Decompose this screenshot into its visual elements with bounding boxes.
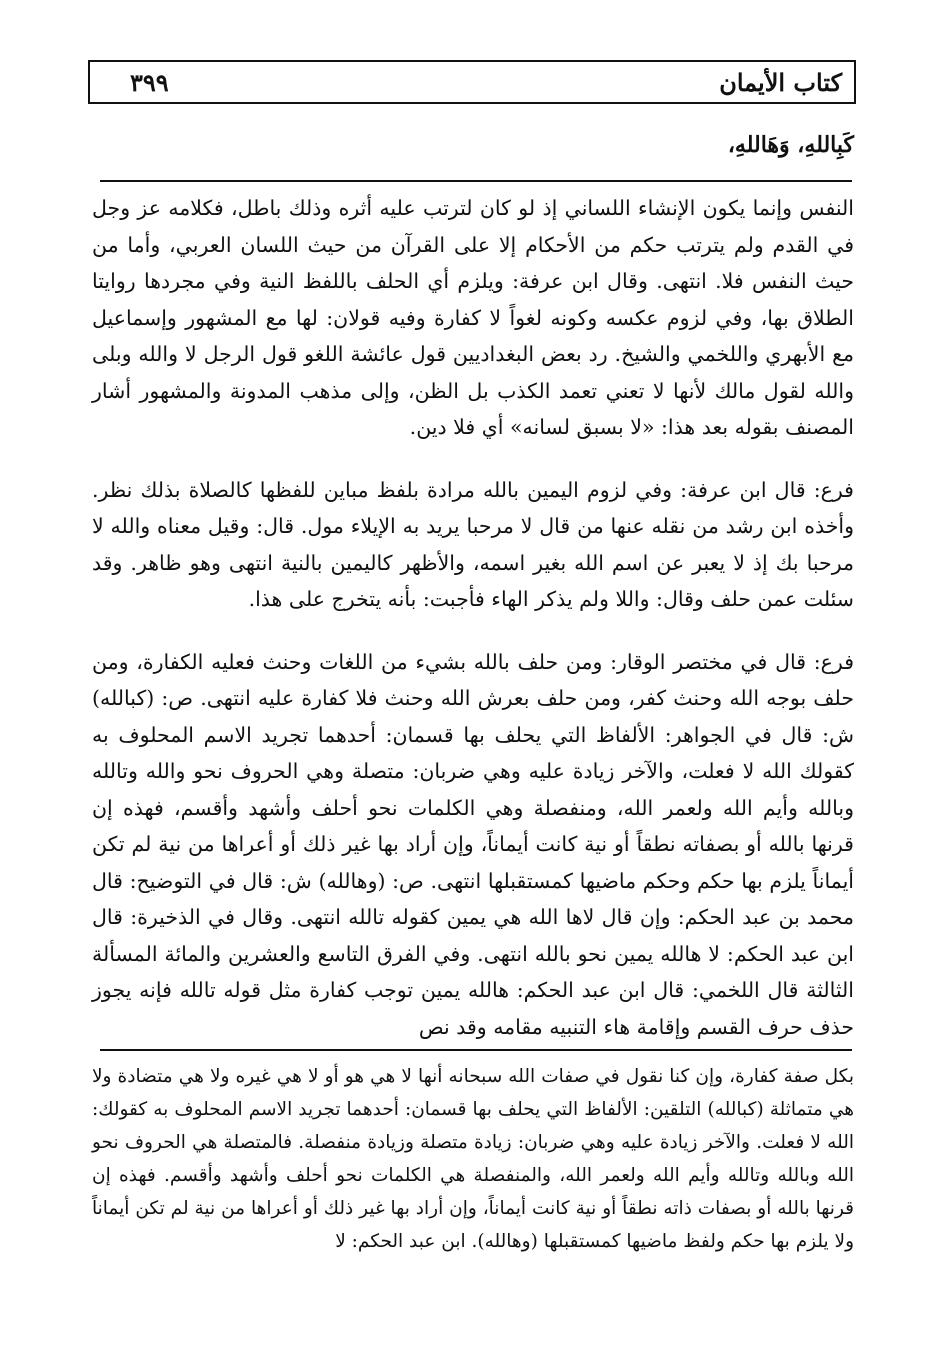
matn-text: كَبِاللهِ، وَهَاللهِ،: [727, 132, 854, 158]
commentary-body: [92, 190, 854, 1045]
chapter-title: كتاب الأيمان: [719, 68, 842, 97]
page-number: ٣٩٩: [130, 68, 169, 97]
commentary-paragraph: النفس وإنما يكون الإنشاء اللساني إذ لو كان لترتب عليه أثره وذلك باطل، فكلامه عز وجل في القدم ولم يترتب حكم من الأحكام إلا على القرآن من حيث اللسان العربي، وأما من حيث النفس فلا. انتهى. وقال ابن عرفة: ويلزم أي الحلف باللفظ النية وفي مجردها روايتا الطلاق بها، وفي لزوم عكسه وكونه لغواً لا كفارة وفيه قولان: لها مع المشهور وإسماعيل مع الأبهري واللخمي والشيخ. رد بعض البغداديين قول عائشة اللغو قول الرجل لا والله وبلى والله لقول مالك لأنها لا تعني تعمد الكذب بل الظن، وإلى مذهب المدونة والمشهور أشار المصنف بقوله بعد هذا: «لا بسبق لسانه» أي فلا دين.: [92, 196, 854, 439]
footnote-divider: [100, 1049, 852, 1051]
footnote-paragraph: بكل صفة كفارة، وإن كنا نقول في صفات الله سبحانه أنها لا هي هو أو لا هي غيره ولا هي متضادة ولا هي متماثلة (كبالله) التلقين: الألفاظ التي يحلف بها قسمان: أحدهما تجريد الاسم المحلوف به كقولك: الله لا فعلت. والآخر زيادة عليه وهي ضربان: زيادة متصلة وزيادة منفصلة. فالمتصلة هي الحروف نحو الله وبالله وتالله وأيم الله ولعمر الله، والمنفصلة هي الكلمات نحو أحلف وأشهد وأقسم. فهذه إن قرنها بالله أو بصفات ذاته نطقاً أو نية كانت أيماناً، وإن أراد بها غير ذلك أو أعراها من نية لم تكن أيماناً ولا يلزم بها حكم ولفظ ماضيها كمستقبلها (وهالله). ابن عبد الحكم: لا: [92, 1066, 854, 1252]
top-divider: [100, 180, 852, 182]
commentary-paragraph: فرع: قال في مختصر الوقار: ومن حلف بالله بشيء من اللغات وحنث فعليه الكفارة، ومن حلف بوجه الله وحنث كفر، ومن حلف بعرش الله وحنث فلا كفارة عليه انتهى. ص: (كبالله) ش: قال في الجواهر: الألفاظ التي يحلف بها قسمان: أحدهما تجريد الاسم المحلوف به كقولك الله لا فعلت، والآخر زيادة عليه وهي ضربان: متصلة وهي الحروف نحو والله وتالله وبالله وأيم الله ولعمر الله، ومنفصلة وهي الكلمات نحو أحلف وأشهد وأقسم، فهذه إن قرنها بالله أو بصفاته نطقاً أو نية كانت أيماناً، وإن أراد بها غير ذلك أو أعراها من نية لم تكن أيماناً يلزم بها حكم وحكم ماضيها كمستقبلها انتهى. ص: (وهالله) ش: قال في التوضيح: قال محمد بن عبد الحكم: وإن قال لاها الله هي يمين كقوله تالله انتهى. وقال في الذخيرة: قال ابن عبد الحكم: لا هالله يمين نحو بالله انتهى. وفي الفرق التاسع والعشرين والمائة المسألة الثالثة قال اللخمي: قال ابن عبد الحكم: هالله يمين توجب كفارة مثل قوله تالله فإنه يجوز حذف حرف القسم وإقامة هاء التنبيه مقامه وقد نص: [92, 649, 854, 1039]
running-header: [88, 60, 856, 104]
footnote-section: [92, 1060, 854, 1258]
commentary-paragraph: فرع: قال ابن عرفة: وفي لزوم اليمين بالله مرادة بلفظ مباين للفظها كالصلاة بذلك نظر. وأخذه ابن رشد من نقله عنها من قال لا مرحبا يريد به الإيلاء مول. قال: وقيل معناه والله لا مرحبا بك إذ لا يعبر عن اسم الله بغير اسمه، والأظهر كاليمين بالنية انتهى وهو ظاهر. وقد سئلت عمن حلف وقال: واللا ولم يذكر الهاء فأجبت: بأنه يتخرج على هذا.: [92, 477, 854, 611]
